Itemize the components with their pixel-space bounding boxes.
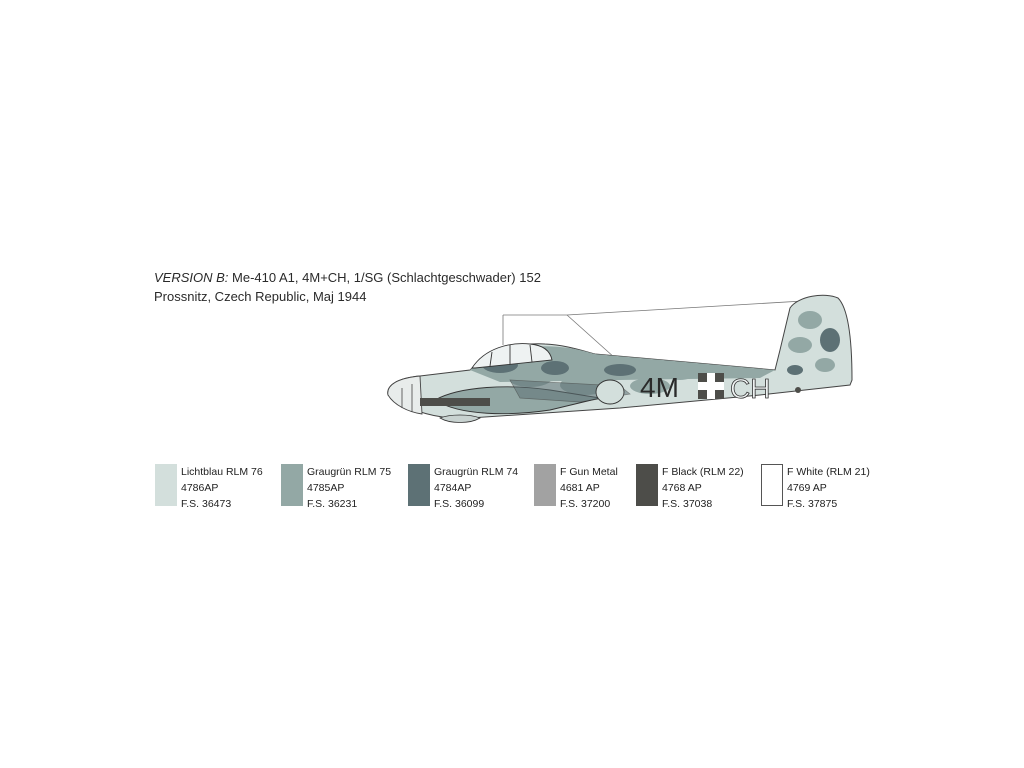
color-name: Lichtblau RLM 76	[181, 466, 263, 478]
color-swatch	[408, 464, 430, 506]
color-swatch-text	[434, 464, 518, 512]
caption-line-2: Prossnitz, Czech Republic, Maj 1944	[154, 289, 367, 304]
color-name: F Gun Metal	[560, 466, 618, 478]
color-swatch	[636, 464, 658, 506]
color-fs-code: F.S. 36473	[181, 498, 232, 510]
color-swatch	[761, 464, 783, 506]
color-paint-code: 4785AP	[307, 482, 345, 494]
tail-wheel	[795, 387, 801, 393]
caption-line-1	[154, 268, 541, 287]
color-swatch-text	[787, 464, 870, 512]
aircraft-nose	[388, 376, 422, 414]
version-label: VERSION B:	[154, 270, 229, 285]
color-name: F Black (RLM 22)	[662, 466, 744, 478]
color-paint-code: 4784AP	[434, 482, 472, 494]
color-swatch-text	[181, 464, 263, 512]
color-fs-code: F.S. 37038	[662, 498, 713, 510]
color-swatch	[534, 464, 556, 506]
aircraft-profile-illustration	[380, 290, 860, 430]
color-paint-code: 4681 AP	[560, 482, 600, 494]
color-swatch	[281, 464, 303, 506]
color-swatch	[155, 464, 177, 506]
balkenkreuz	[698, 373, 724, 399]
caption-aircraft-description: Me-410 A1, 4M+CH, 1/SG (Schlachtgeschwader) 152	[228, 270, 541, 285]
color-paint-code: 4768 AP	[662, 482, 702, 494]
color-fs-code: F.S. 36099	[434, 498, 485, 510]
color-paint-code: 4769 AP	[787, 482, 827, 494]
color-fs-code: F.S. 37200	[560, 498, 611, 510]
color-name: F White (RLM 21)	[787, 466, 870, 478]
color-name: Graugrün RLM 75	[307, 466, 392, 478]
color-fs-code: F.S. 36231	[307, 498, 358, 510]
color-swatch-text	[560, 464, 618, 512]
color-name: Graugrün RLM 74	[434, 466, 519, 478]
fuselage-code-right: CH	[730, 373, 771, 404]
fuselage-code-left: 4M	[640, 372, 679, 403]
color-paint-code: 4786AP	[181, 482, 219, 494]
color-fs-code: F.S. 37875	[787, 498, 838, 510]
color-swatch-text	[662, 464, 744, 512]
color-swatch-text	[307, 464, 391, 512]
